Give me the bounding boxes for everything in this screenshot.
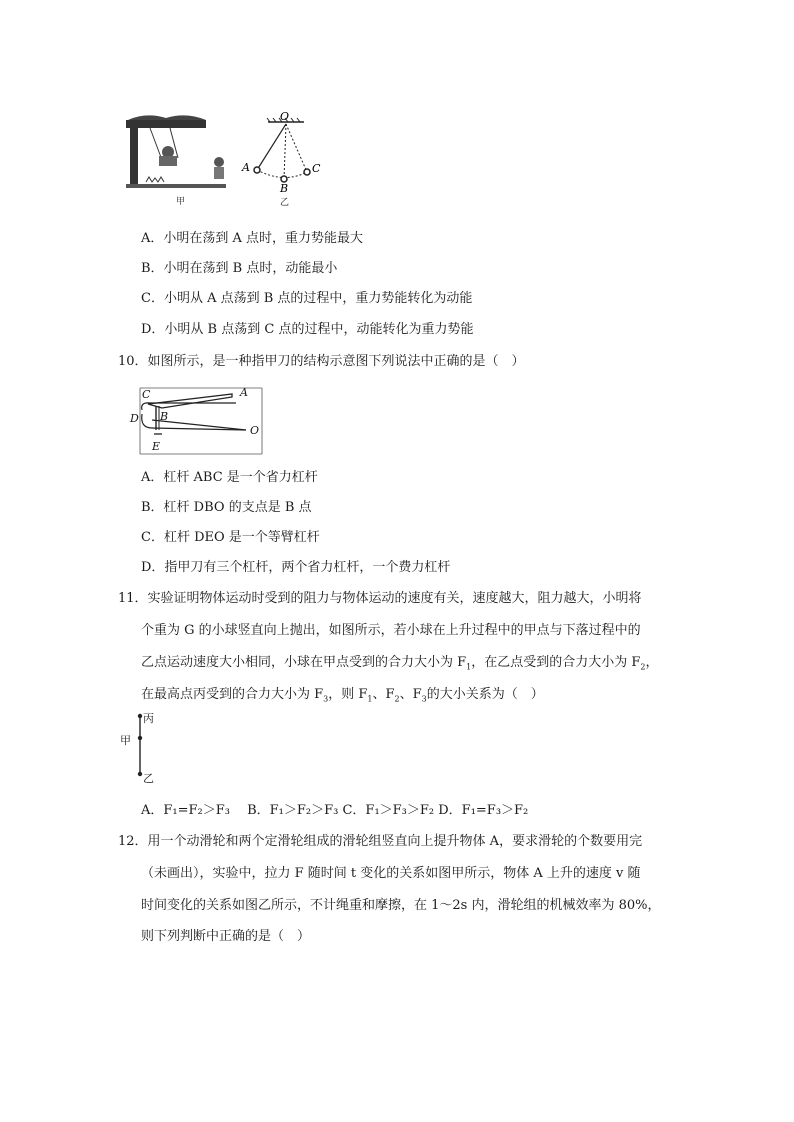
q9-option-a: A．小明在荡到 A 点时，重力势能最大 [141,231,364,246]
q9-option-d: D．小明从 B 点荡到 C 点的过程中，动能转化为重力势能 [141,322,474,337]
clipper-label-A: A [240,386,248,399]
q11-line4-text-c: 、F [372,687,395,702]
q10-option-b: B．杠杆 DBO 的支点是 B 点 [141,500,312,515]
q9-option-b: B．小明在荡到 B 点时，动能最小 [141,261,338,276]
swing-figure [126,112,336,212]
q12-stem-line4: 则下列判断中正确的是（ ） [141,929,311,944]
q11-sub-1b: 1 [367,694,373,704]
q12-stem-line3: 时间变化的关系如图乙所示，不计绳重和摩擦，在 1～2s 内，滑轮组的机械效率为 80%， [141,898,661,913]
fig-label-jia: 甲 [176,197,186,207]
clipper-label-E: E [152,440,161,453]
q12-stem-line1: 12．用一个动滑轮和两个定滑轮组成的滑轮组竖直向上提升物体 A，要求滑轮的个数要用完 [118,834,643,849]
q9-option-c: C．小明从 A 点荡到 B 点的过程中，重力势能转化为动能 [141,291,473,306]
clipper-label-O: O [250,424,260,437]
pendulum-label-C: C [312,162,321,175]
q11-options: A．F₁=F₂＞F₃ B．F₁＞F₂＞F₃ C．F₁＞F₃＞F₂ D．F₁=F₃＞F₂ [141,803,529,818]
swing-picture-jia [126,115,226,188]
clipper-label-B: B [160,410,169,423]
clipper-label-C: C [142,388,151,401]
swing-illustration [126,112,336,212]
q11-stem-line2: 个重为 G 的小球竖直向上抛出，如图所示，若小球在上升过程中的甲点与下落过程中的 [141,623,641,638]
q10-option-a: A．杠杆 ABC 是一个省力杠杆 [141,470,318,485]
q11-stem-line4 [141,688,544,704]
q11-stem-line3: 乙点运动速度大小相同，小球在甲点受到的合力大小为 $F_1$，在乙点受到的合力大小为 $F_2$， [141,655,659,672]
q11-sub-3b: 3 [421,694,427,704]
q11-line4-text-e: 的大小关系为（ ） [426,687,544,702]
fig-label-yi: 乙 [280,198,290,208]
q11-line3-text-a: 乙点运动速度大小相同，小球在甲点受到的合力大小为 F [141,655,467,670]
q11-sub-1: 1 [466,662,472,672]
ball-label-jia: 甲 [120,734,131,747]
q11-stem-line1: 11．实验证明物体运动时受到的阻力与物体运动的速度有关，速度越大，阻力越大，小明将 [118,591,642,606]
pendulum-label-O: O [280,112,290,123]
q11-sub-2: 2 [640,662,646,672]
pendulum-diagram-yi [254,118,310,182]
pendulum-label-B: B [280,182,289,195]
q11-sub-2b: 2 [394,694,400,704]
q10-stem: 10．如图所示，是一种指甲刀的结构示意图下列说法中正确的是（ ） [118,354,525,369]
ball-path-figure [118,710,168,786]
q11-sub-3a: 3 [323,694,329,704]
q11-line4-text-a: 在最高点丙受到的合力大小为 F [141,687,324,702]
q11-line4-text-d: 、F [399,687,422,702]
q12-stem-line2: （未画出），实验中，拉力 F 随时间 t 变化的关系如图甲所示，物体 A 上升的速度 v 随 [141,866,641,881]
clipper-label-D: D [130,412,139,425]
ball-label-bing: 丙 [143,712,154,725]
q10-option-c: C．杠杆 DEO 是一个等臂杠杆 [141,530,320,545]
nail-clipper-figure [126,384,266,456]
q11-line4-text-b: ，则 F [328,687,368,702]
ball-label-yi: 乙 [143,772,154,785]
q11-line3-text-b: ，在乙点受到的合力大小为 F [471,655,641,670]
pendulum-label-A: A [242,161,250,174]
q10-option-d: D．指甲刀有三个杠杆，两个省力杠杆，一个费力杠杆 [141,560,451,575]
